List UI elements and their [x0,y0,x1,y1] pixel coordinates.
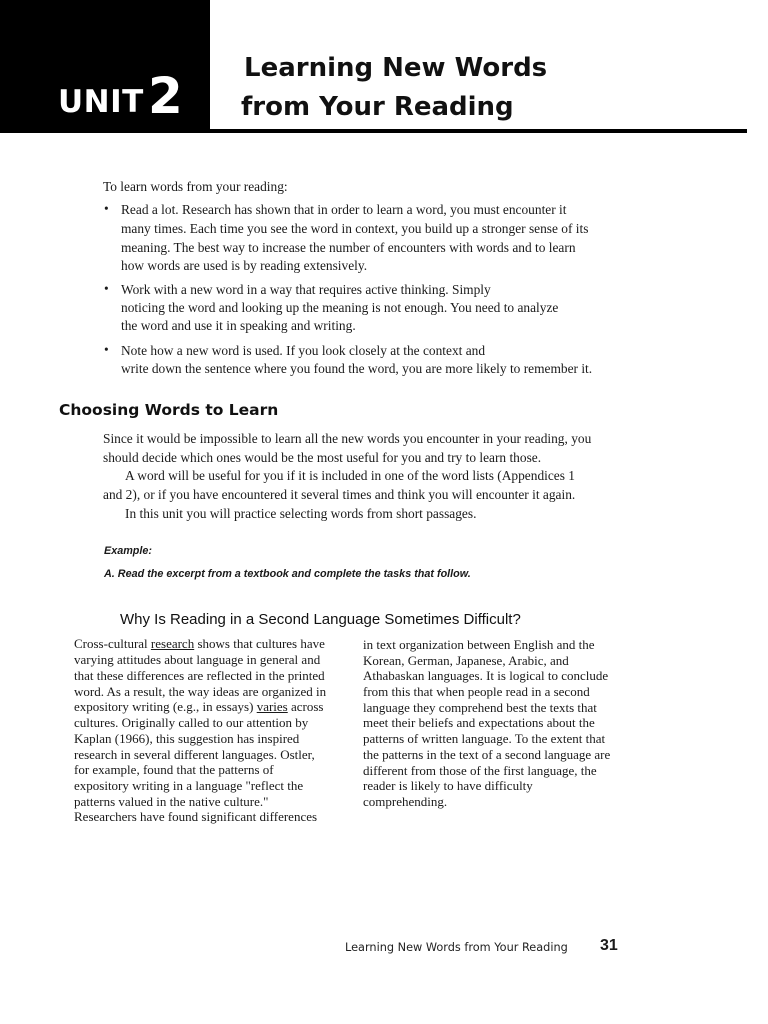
underlined-word: research [150,636,195,651]
unit-title-line-1: Learning New Words [244,53,548,83]
example-instruction: A. Read the excerpt from a textbook and complete the tasks that follow. [104,568,471,580]
unit-banner [0,0,210,133]
title-divider [210,129,747,133]
section-heading: Choosing Words to Learn [59,401,279,419]
unit-title-line-2: from Your Reading [241,92,514,122]
page-number: 31 [600,937,618,954]
bullet-icon: • [104,342,109,357]
article-title: Why Is Reading in a Second Language Sometimes Difficult? [120,611,521,628]
bullet-icon: • [104,281,109,296]
running-footer: Learning New Words from Your Reading [345,941,568,954]
example-label: Example: [104,545,153,557]
unit-number: 2 [148,67,183,125]
bullet-icon: • [104,201,109,216]
intro-text: To learn words from your reading: [103,179,288,194]
underlined-word: varies [256,699,288,714]
unit-label: UNIT [58,84,144,120]
